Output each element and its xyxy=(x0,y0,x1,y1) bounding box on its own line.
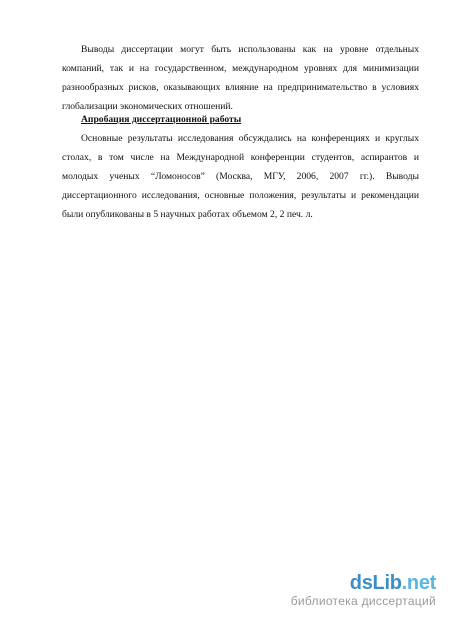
watermark-caption: библиотека диссертаций xyxy=(290,594,436,608)
logo-text-main: dsLib xyxy=(349,572,402,594)
section-heading: Апробация диссертационной работы xyxy=(81,114,242,125)
dslib-logo xyxy=(291,572,436,594)
text-block-conclusions xyxy=(62,40,419,116)
logo-text-domain: .net xyxy=(401,572,436,594)
paragraph-conclusions: Выводы диссертации могут быть использованы как на уровне отдельных компаний, так и на государственном, международном уровнях для минимизации разнообразных рисков, оказывающих влияние на предпринимательство в условиях глобализации экономических отношений. xyxy=(62,44,419,112)
paragraph-approbation: Основные результаты исследования обсуждались на конференциях и круглых столах, в том числе на Международной конференции студентов, аспирантов и молодых ученых “Ломоносов” (Москва, МГУ, 2006, 2007 гг.). Выводы диссертационного исследования, основные положения, результаты и рекомендации были опубликованы в 5 научных работах объемом 2, 2 печ. л. xyxy=(62,133,419,220)
text-block-approbation xyxy=(62,110,419,224)
dslib-watermark xyxy=(291,572,436,608)
